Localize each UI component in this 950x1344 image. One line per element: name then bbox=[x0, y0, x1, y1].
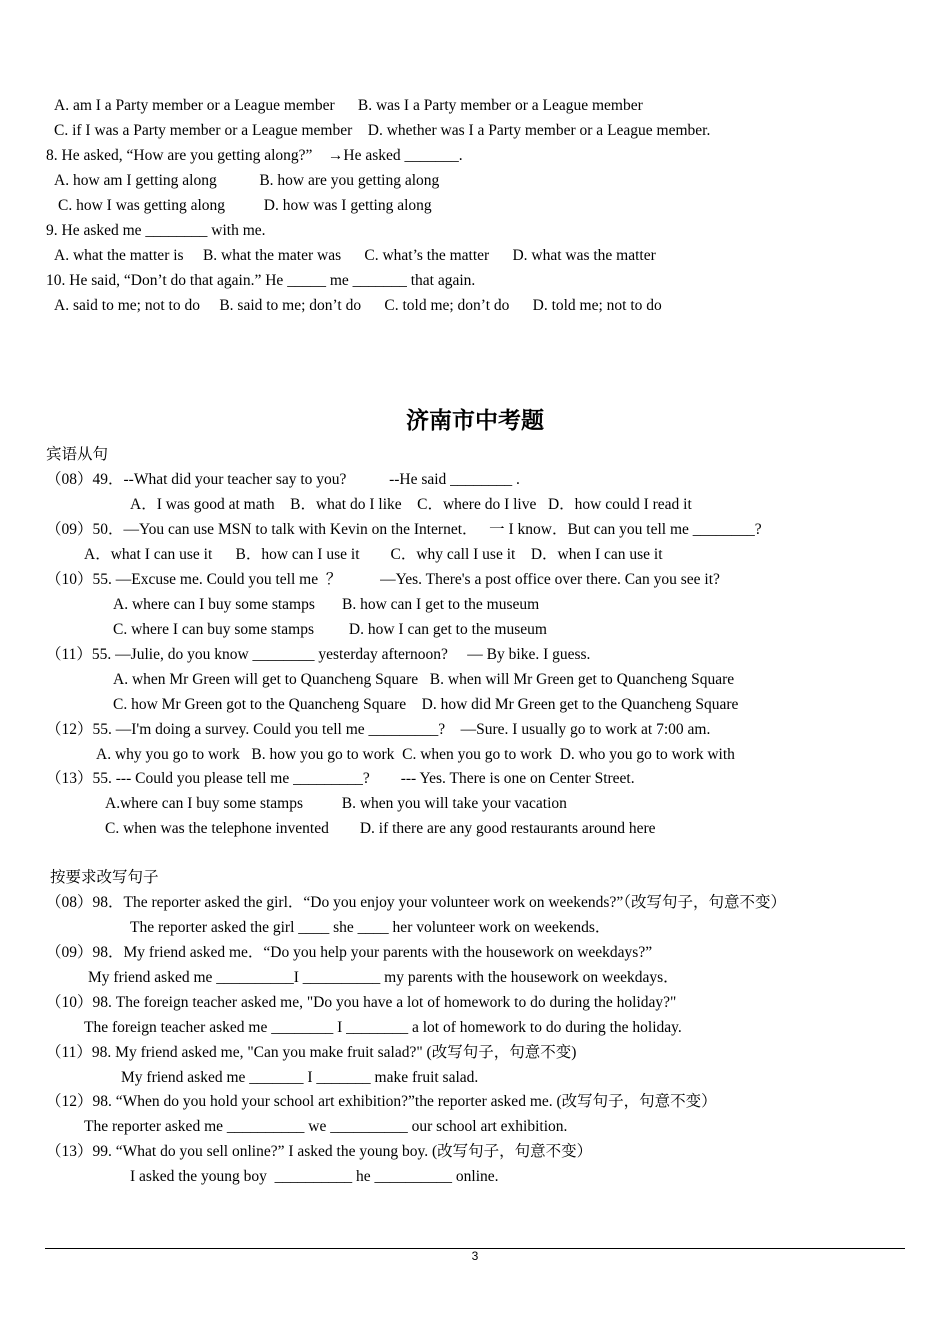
q7-options-ab: A. am I a Party member or a League member B. was I a Party member or a League member bbox=[54, 97, 643, 114]
s2-q12-stem: （12）98. “When do you hold your school art exhibition?”the reporter asked me. (改写句子，句意不变） bbox=[46, 1093, 717, 1110]
s1-q13-options-ab: A.where can I buy some stamps B. when you will take your vacation bbox=[105, 795, 567, 812]
s2-q09-answer: My friend asked me __________I __________ my parents with the housework on weekdays． bbox=[88, 969, 679, 986]
s1-q09-options: A．what I can use it B．how can I use it C．why call I use it D．when I can use it bbox=[84, 546, 663, 563]
s2-q13-answer: I asked the young boy __________ he __________ online. bbox=[130, 1168, 499, 1185]
section-title: 济南市中考题 bbox=[406, 408, 544, 434]
s2-q10-stem: （10）98. The foreign teacher asked me, "Do you have a lot of homework to do during the holiday?" bbox=[46, 994, 677, 1011]
s1-q08-stem: （08）49．--What did your teacher say to you? --He said ________ . bbox=[46, 471, 520, 488]
s1-q10-stem: （10）55. —Excuse me. Could you tell me ？ —Yes. There's a post office over there. Can you see it? bbox=[46, 571, 720, 588]
s2-q09-stem: （09）98．My friend asked me．“Do you help your parents with the housework on weekdays?” bbox=[46, 944, 653, 961]
q8-stem: 8. He asked, “How are you getting along?” →He asked _______. bbox=[46, 147, 463, 164]
s2-q11-stem: （11）98. My friend asked me, "Can you make fruit salad?" (改写句子，句意不变) bbox=[46, 1044, 577, 1061]
s2-q12-answer: The reporter asked me __________ we __________ our school art exhibition. bbox=[84, 1118, 568, 1135]
s1-q11-stem: （11）55. —Julie, do you know ________ yesterday afternoon? — By bike. I guess. bbox=[46, 646, 591, 663]
s2-q11-answer: My friend asked me _______ I _______ make fruit salad. bbox=[121, 1069, 479, 1086]
section2-heading: 按要求改写句子 bbox=[50, 869, 159, 886]
s2-q08-answer: The reporter asked the girl ____ she ____ her volunteer work on weekends． bbox=[130, 919, 611, 936]
s1-q11-options-cd: C. how Mr Green got to the Quancheng Square D. how did Mr Green get to the Quancheng Square bbox=[113, 696, 739, 713]
section1-heading: 宾语从句 bbox=[46, 446, 109, 463]
q10-options: A. said to me; not to do B. said to me; don’t do C. told me; don’t do D. told me; not to do bbox=[54, 297, 662, 314]
s2-q08-stem: （08）98．The reporter asked the girl．“Do you enjoy your volunteer work on weekends?”（改写句子，句意不变） bbox=[46, 894, 786, 911]
s1-q13-options-cd: C. when was the telephone invented D. if there are any good restaurants around here bbox=[105, 820, 656, 837]
s1-q12-stem: （12）55. —I'm doing a survey. Could you tell me _________? —Sure. I usually go to work at 7:00 am. bbox=[46, 721, 711, 738]
s1-q08-options: A．I was good at math B．what do I like C．where do I live D．how could I read it bbox=[130, 496, 692, 513]
s1-q09-stem: （09）50．—You can use MSN to talk with Kevin on the Internet． 一 I know．But can you tell me ________? bbox=[46, 521, 762, 538]
q8-options-cd: C. how I was getting along D. how was I getting along bbox=[58, 197, 432, 214]
s1-q10-options-ab: A. where can I buy some stamps B. how can I get to the museum bbox=[113, 596, 540, 613]
q9-options: A. what the matter is B. what the mater was C. what’s the matter D. what was the matter bbox=[54, 247, 656, 264]
q7-options-cd: C. if I was a Party member or a League member D. whether was I a Party member or a League member. bbox=[54, 122, 711, 139]
s1-q11-options-ab: A. when Mr Green will get to Quancheng Square B. when will Mr Green get to Quancheng Square bbox=[113, 671, 735, 688]
s1-q10-options-cd: C. where I can buy some stamps D. how I can get to the museum bbox=[113, 621, 547, 638]
page-number: 3 bbox=[471, 1249, 479, 1263]
q8-options-ab: A. how am I getting along B. how are you getting along bbox=[54, 172, 440, 189]
s1-q12-options: A. why you go to work B. how you go to work C. when you go to work D. who you go to work with bbox=[96, 746, 735, 763]
s2-q10-answer: The foreign teacher asked me ________ I ________ a lot of homework to do during the holiday. bbox=[84, 1019, 682, 1036]
q10-stem: 10. He said, “Don’t do that again.” He _____ me _______ that again. bbox=[46, 272, 476, 289]
q9-stem: 9. He asked me ________ with me. bbox=[46, 222, 266, 239]
s2-q13-stem: （13）99. “What do you sell online?” I asked the young boy. (改写句子，句意不变） bbox=[46, 1143, 593, 1160]
s1-q13-stem: （13）55. --- Could you please tell me _________? --- Yes. There is one on Center Street. bbox=[46, 770, 635, 787]
